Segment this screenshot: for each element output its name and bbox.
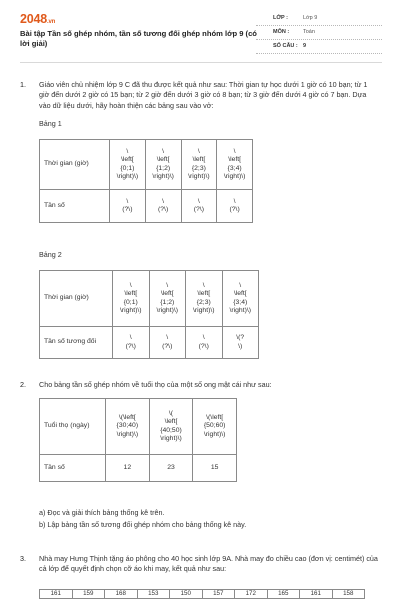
table-caption: Bảng 2 [39,250,62,259]
question-text: Giáo viên chủ nhiệm lớp 9 C đã thu được kết quả như sau: Thời gian tự học dưới 1 giờ có 10 bạn; từ 1 giờ đến dưới 2 giờ có 15 bạn; từ 2 giờ đến dưới 3 giờ có 8 bạn; từ 3 giờ đến dưới 4 giờ có 7 bạn. Dựa vào dữ liệu dưới, hãy hoàn thiện các bảng sau vào vở: [39,80,368,110]
row-label: Tần số [40,190,110,223]
table-cell: \ (?\) [110,190,146,223]
table-cell: \ (?\) [113,327,150,359]
table-cell: \( \left[ {40;50) \right)\) [149,399,193,455]
height-data-table [39,589,365,599]
meta-value: Lớp 9 [303,15,318,21]
table-cell: \ \left[ {3;4) \right)\) [217,140,253,190]
table-cell: 157 [202,590,235,599]
meta-value: Toán [303,29,315,35]
table-cell: \ (?\) [145,190,181,223]
table-cell: \ \left[ {1;2) \right)\) [145,140,181,190]
table-cell: 15 [193,455,237,482]
row-label: Thời gian (giờ) [40,140,110,190]
table-cell: 12 [106,455,150,482]
sub-question-b: b) Lập bảng tần số tương đối ghép nhóm cho bảng thống kê này. [39,520,247,529]
question-text: Nhà may Hưng Thịnh tặng áo phông cho 40 học sinh lớp 9A. Nhà may đo chiều cao (đơn vị: centimét) của cả lớp để quyết định chọn cỡ áo khi may, kết quả như sau: [39,554,378,574]
question-text: Cho bảng tần số ghép nhóm về tuổi thọ của một số ong mật cái như sau: [39,380,272,389]
table-cell: 158 [332,590,365,599]
table-cell: \ \left[ {0;1) \right)\) [110,140,146,190]
question-number: 3. [20,554,26,563]
table-row [40,327,259,359]
table-cell: \ \left[ {1;2) \right)\) [149,271,186,327]
table-cell: 23 [149,455,193,482]
question-number: 2. [20,380,26,389]
table-cell: 165 [267,590,300,599]
row-label: Tần số [40,455,106,482]
sub-question-a: a) Đọc và giải thích bảng thống kê trên. [39,508,165,517]
table-cell: \ \left[ {0;1) \right)\) [113,271,150,327]
row-label: Thời gian (giờ) [40,271,113,327]
table-cell: 168 [105,590,138,599]
table-row [40,590,365,599]
table-row [40,140,253,190]
table-cell: 172 [235,590,268,599]
table-cell: \ \left[ {3;4) \right)\) [222,271,259,327]
table-cell: \(\left[ {30;40) \right)\) [106,399,150,455]
meta-subject-row [256,26,382,40]
document-header [20,8,382,58]
table-cell: \ (?\) [181,190,217,223]
table-cell: 161 [300,590,333,599]
table-row [40,455,237,482]
table-cell: 159 [72,590,105,599]
table-3 [39,398,237,482]
table-cell: 161 [40,590,73,599]
meta-count-row [256,40,382,54]
table-cell: 150 [170,590,203,599]
meta-value: 9 [303,43,307,49]
row-label: Tần số tương đối [40,327,113,359]
meta-class-row [256,12,382,26]
table-cell: \(? \) [222,327,259,359]
table-cell: \ \left[ {2;3) \right)\) [186,271,223,327]
table-cell: \ \left[ {2;3) \right)\) [181,140,217,190]
meta-key: SỐ CÂU : [273,43,298,49]
table-row [40,190,253,223]
document-meta [256,12,382,54]
table-cell: \ (?\) [217,190,253,223]
table-cell: 153 [137,590,170,599]
row-label: Tuổi thọ (ngày) [40,399,106,455]
table-row [40,271,259,327]
table-cell: \ (?\) [186,327,223,359]
header-divider [20,62,382,63]
table-cell: \ (?\) [149,327,186,359]
meta-key: MÔN : [273,29,290,35]
meta-key: LỚP : [273,15,288,21]
table-cell: \(\left[ {50;60) \right)\) [193,399,237,455]
table-1 [39,139,253,223]
question-number: 1. [20,80,26,89]
site-logo[interactable]: 2048.vn [20,12,56,26]
table-row [40,399,237,455]
document-title: Bài tập Tần số ghép nhóm, tần số tương đối ghép nhóm lớp 9 (có lời giải) [20,29,257,48]
table-2 [39,270,259,359]
table-caption: Bảng 1 [39,119,62,128]
